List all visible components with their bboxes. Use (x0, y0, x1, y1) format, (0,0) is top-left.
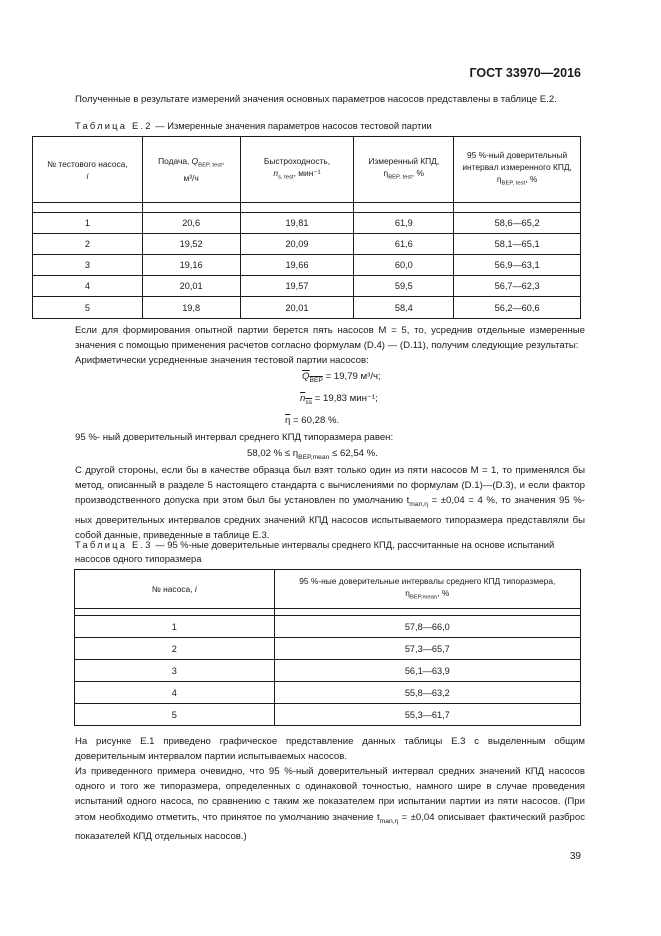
table-e2-col-interval: 95 %-ный доверительный интервал измеренного КПД, $\eta_{BEP, test}$, % (454, 137, 581, 203)
page-number: 39 (569, 851, 581, 862)
table-cell: 20,09 (240, 234, 354, 255)
table-cell: 4 (75, 682, 275, 704)
table-row (75, 704, 581, 726)
table-cell: 1 (33, 213, 143, 234)
table-cell: 20,01 (142, 276, 240, 297)
table-cell: 61,6 (354, 234, 454, 255)
table-cell: 60,0 (354, 255, 454, 276)
table-cell: 3 (75, 660, 275, 682)
paragraph-1: Если для формирования опытной партии берется пять насосов M = 5, то, усреднив отдельные измеренные значения с помощью применения расчетов согласно формулам (D.4) — (D.11), получим следующие результаты: (75, 325, 585, 352)
table-cell: 57,3—65,7 (274, 638, 580, 660)
table-e2-caption: Таблица Е.2 — Измеренные значения параметров насосов тестовой партии (75, 120, 432, 131)
paragraph-3: 95 %- ный доверительный интервал среднего КПД типоразмера равен: (75, 432, 394, 443)
table-cell: 3 (33, 255, 143, 276)
table-cell: 19,81 (240, 213, 354, 234)
paragraph-5: На рисунке Е.1 приведено графическое представление данных таблицы Е.3 с выделенным общим доверительным интервалом партии испытываемых насосов. (75, 736, 585, 763)
table-cell: 2 (33, 234, 143, 255)
table-cell: 5 (33, 297, 143, 319)
table-row (75, 682, 581, 704)
table-cell: 55,8—63,2 (274, 682, 580, 704)
table-e2-col-efficiency: Измеренный КПД, $\eta_{BEP, test}$, % (354, 137, 454, 203)
paragraph-4: С другой стороны, если бы в качестве образца был взят только один из пяти насосов M = 1, то применялся бы метод, описанный в разделе 5 настоящего стандарта с вычислениями по формулам (D.1)—(D.3), и если фактор производственного допуска при этом был бы установлен по умолчанию $t_{man,\eta} = \pm 0,04 = 4$ %, то значения 95 %-ных доверительных интервалов средних значений КПД насосов испытываемого типоразмера представляли бы собой данные, приведенные в таблице Е.3. (75, 465, 585, 541)
table-row (33, 213, 581, 234)
table-cell: 4 (33, 276, 143, 297)
table-e2 (32, 136, 581, 319)
table-cell: 61,9 (354, 213, 454, 234)
formula-mean-efficiency: $\overline{\eta} = 60,28$ %. (285, 415, 340, 426)
paragraph-6: Из приведенного примера очевидно, что 95 %-ный доверительный интервал средних значений КПД насосов одного и того же типоразмера, определенных с одинаковой точностью, намного шире в случае проведения испытаний одного насоса, по сравнению с таким же показателем при испытании партии из пяти насосов. (При этом необходимо отметить, что принятое по умолчанию значение $t_{man,\eta} = \pm 0,04$ описывает фактический разброс показателей КПД отдельных насосов.) (75, 766, 585, 842)
formula-interval: 58,02 % ≤ $\eta_{BEP,mean} \le 62,54$ %. (247, 448, 378, 461)
table-cell: 19,57 (240, 276, 354, 297)
table-cell: 19,8 (142, 297, 240, 319)
table-cell: 19,16 (142, 255, 240, 276)
table-row (75, 638, 581, 660)
table-e3-header (75, 570, 581, 609)
formula-mean-flow: $Q_{BEP} = 19,79$ м³/ч; (302, 371, 381, 384)
table-row (33, 203, 581, 213)
table-cell: 56,9—63,1 (454, 255, 581, 276)
table-cell: 55,3—61,7 (274, 704, 580, 726)
table-e2-header (33, 137, 581, 203)
table-cell: 58,4 (354, 297, 454, 319)
table-e2-col-flow: Подача, $Q_{BEP, test}$, м³/ч (142, 137, 240, 203)
table-cell: 5 (75, 704, 275, 726)
table-e3-col-number: № насоса, i (75, 570, 275, 609)
intro-paragraph: Полученные в результате измерений значения основных параметров насосов представлены в таблице Е.2. (75, 94, 557, 105)
table-cell: 19,52 (142, 234, 240, 255)
table-e3-col-interval: 95 %-ные доверительные интервалы среднего КПД типоразмера, $\eta_{BEP,mean}$, % (274, 570, 580, 609)
table-cell: 56,1—63,9 (274, 660, 580, 682)
table-cell: 59,5 (354, 276, 454, 297)
table-row (75, 609, 581, 616)
table-cell: 1 (75, 616, 275, 638)
table-e2-col-speed: Быстроходность, $n_{s, test}$, мин⁻¹ (240, 137, 354, 203)
table-cell: 19,66 (240, 255, 354, 276)
table-row (33, 234, 581, 255)
table-cell: 20,6 (142, 213, 240, 234)
formula-mean-speed: $n_{ss} = 19,83$ мин⁻¹; (300, 393, 378, 406)
paragraph-2: Арифметически усредненные значения тестовой партии насосов: (75, 355, 369, 366)
table-cell: 20,01 (240, 297, 354, 319)
table-row (33, 276, 581, 297)
standard-number: ГОСТ 33970—2016 (469, 66, 581, 80)
table-row (75, 660, 581, 682)
table-row (33, 297, 581, 319)
table-row (33, 255, 581, 276)
table-cell: 56,7—62,3 (454, 276, 581, 297)
table-e2-col-number: № тестового насоса, i (33, 137, 143, 203)
table-cell: 58,1—65,1 (454, 234, 581, 255)
table-cell: 57,8—66,0 (274, 616, 580, 638)
table-e3-caption: Таблица Е.3 — 95 %-ные доверительные интервалы среднего КПД, рассчитанные на основе испытаний насосов одного типоразмера (75, 539, 555, 564)
table-cell: 56,2—60,6 (454, 297, 581, 319)
table-e3 (74, 569, 581, 726)
table-cell: 2 (75, 638, 275, 660)
table-cell: 58,6—65,2 (454, 213, 581, 234)
table-row (75, 616, 581, 638)
